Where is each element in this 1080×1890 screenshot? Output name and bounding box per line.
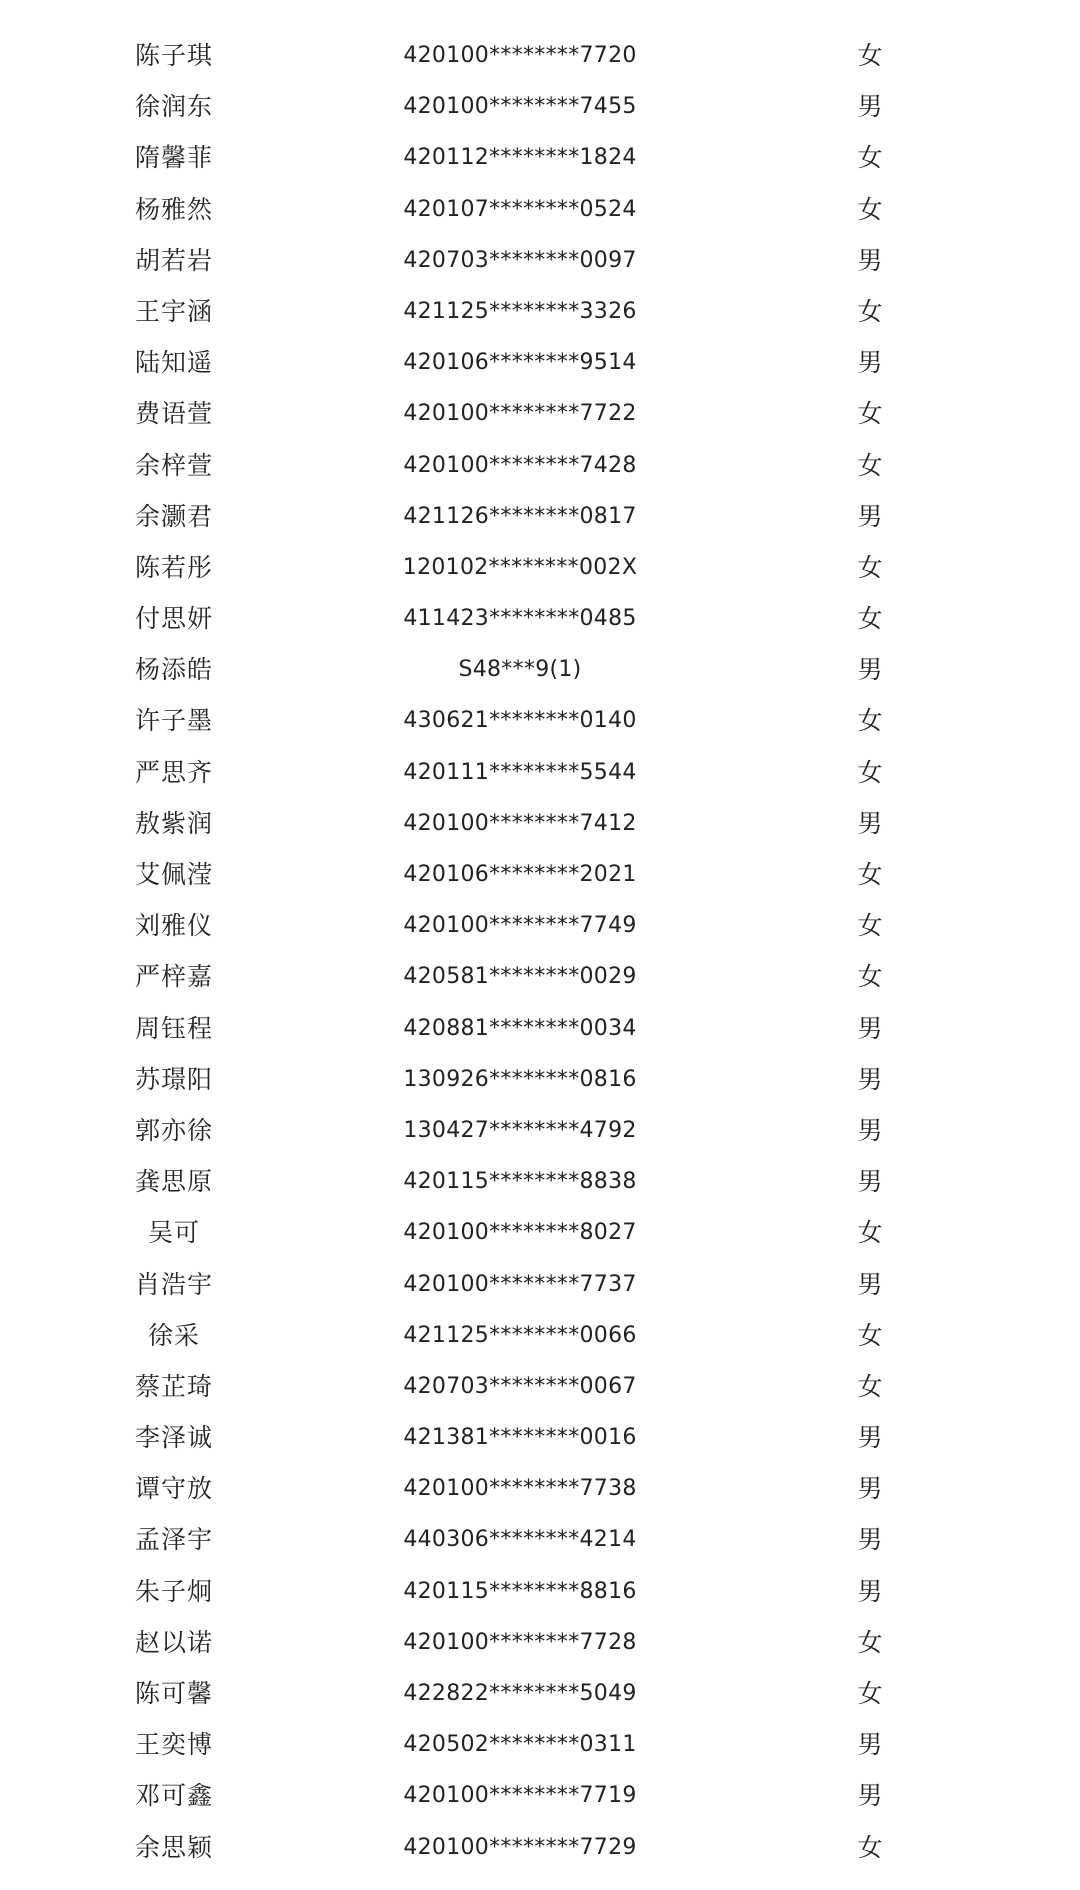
student-name: 郭亦徐: [134, 1115, 213, 1145]
roster-row: [0, 1054, 1080, 1105]
id-number: 420100********8027: [403, 1220, 637, 1246]
id-number: 420703********0097: [403, 247, 637, 273]
gender: 男: [857, 1064, 883, 1094]
id-number: 422822********5049: [403, 1681, 637, 1706]
id-number: 421126********0817: [403, 503, 637, 529]
gender: 男: [857, 1115, 883, 1145]
roster-row: [0, 1207, 1080, 1258]
student-name: 赵以诺: [134, 1627, 213, 1657]
roster-row: [0, 440, 1080, 491]
id-number: 420100********7738: [403, 1476, 637, 1502]
student-name: 陆知遥: [134, 348, 213, 378]
gender: 男: [857, 1423, 883, 1453]
id-number: 421125********3326: [403, 298, 637, 324]
gender: 男: [857, 1013, 883, 1043]
gender: 女: [857, 296, 883, 326]
student-name: 孟泽宇: [134, 1525, 213, 1555]
id-number: 420106********9514: [403, 350, 637, 376]
gender: 女: [857, 41, 883, 70]
id-number: 420100********7728: [403, 1629, 637, 1655]
student-name: 余灏君: [134, 501, 213, 531]
roster-row: [0, 1310, 1080, 1361]
roster-row: [0, 593, 1080, 644]
gender: 男: [857, 1730, 883, 1760]
gender: 男: [857, 655, 883, 685]
gender: 女: [857, 911, 883, 941]
roster-row: [0, 1463, 1080, 1514]
roster-row: [0, 1719, 1080, 1770]
id-number: 120102********002X: [402, 554, 638, 580]
student-name: 吴可: [147, 1218, 200, 1248]
gender: 女: [857, 757, 883, 787]
id-number: 420106********2021: [403, 862, 637, 887]
student-name: 胡若岩: [134, 245, 213, 275]
id-number: 420502********0311: [403, 1732, 637, 1758]
student-name: 费语萱: [134, 399, 213, 429]
id-number: 420100********7720: [403, 43, 637, 68]
id-number: 420100********7737: [403, 1271, 637, 1297]
student-name: 周钰程: [134, 1013, 213, 1043]
student-name: 蔡芷琦: [134, 1371, 213, 1401]
roster-row: [0, 132, 1080, 183]
gender: 女: [857, 1218, 883, 1248]
student-name: 艾佩滢: [134, 860, 213, 889]
student-name: 敖紫润: [134, 808, 213, 838]
roster-row: [0, 1822, 1080, 1873]
roster-row: [0, 1361, 1080, 1412]
roster-row: [0, 1617, 1080, 1668]
student-name: 徐润东: [134, 92, 213, 122]
student-name: 严梓嘉: [134, 962, 213, 992]
roster-row: [0, 30, 1080, 81]
student-name: 邓可鑫: [134, 1781, 213, 1811]
roster-row: [0, 849, 1080, 900]
gender: 男: [857, 1781, 883, 1811]
gender: 女: [857, 399, 883, 429]
roster-row: [0, 1514, 1080, 1565]
roster-row: [0, 81, 1080, 132]
roster-row: [0, 1770, 1080, 1821]
roster-row: [0, 1105, 1080, 1156]
gender: 女: [857, 1679, 883, 1708]
id-number: S48***9(1): [458, 657, 582, 683]
id-number: 420115********8816: [403, 1578, 637, 1604]
id-number: 130926********0816: [403, 1066, 637, 1092]
gender: 男: [857, 1576, 883, 1606]
gender: 男: [857, 1525, 883, 1555]
roster-row: [0, 695, 1080, 746]
gender: 女: [857, 552, 883, 582]
student-name: 徐采: [147, 1320, 200, 1350]
roster-row: [0, 1003, 1080, 1054]
student-name: 余梓萱: [134, 450, 213, 480]
roster-row: [0, 388, 1080, 439]
gender: 男: [857, 245, 883, 275]
roster-row: [0, 1259, 1080, 1310]
roster-row: [0, 184, 1080, 235]
student-name: 李泽诚: [134, 1423, 213, 1453]
id-number: 420100********7719: [403, 1783, 637, 1809]
gender: 男: [857, 501, 883, 531]
student-name: 谭守放: [134, 1474, 213, 1504]
id-number: 420703********0067: [403, 1373, 637, 1399]
id-number: 420107********0524: [403, 196, 637, 222]
student-name: 王奕博: [134, 1730, 213, 1760]
roster-row: [0, 747, 1080, 798]
roster-row: [0, 1412, 1080, 1463]
id-number: 430621********0140: [403, 708, 637, 734]
student-name: 杨添皓: [134, 655, 213, 685]
id-number: 420115********8838: [403, 1169, 637, 1195]
id-number: 420100********7455: [403, 94, 637, 120]
gender: 男: [857, 1474, 883, 1504]
roster-row: [0, 1566, 1080, 1617]
roster-row: [0, 900, 1080, 951]
id-number: 440306********4214: [403, 1527, 637, 1553]
roster-row: [0, 337, 1080, 388]
id-number: 420100********7722: [403, 401, 637, 427]
roster-row: [0, 491, 1080, 542]
id-number: 420100********7749: [403, 913, 637, 939]
roster-row: [0, 951, 1080, 1002]
student-name: 陈子琪: [134, 41, 213, 70]
student-name: 王宇涵: [134, 296, 213, 326]
gender: 女: [857, 1320, 883, 1350]
student-name: 付思妍: [134, 604, 213, 634]
student-name: 苏璟阳: [134, 1064, 213, 1094]
id-number: 420581********0029: [403, 964, 637, 990]
gender: 男: [857, 92, 883, 122]
id-number: 421381********0016: [403, 1425, 637, 1451]
id-number: 421125********0066: [403, 1322, 637, 1348]
gender: 男: [857, 1167, 883, 1197]
student-name: 许子墨: [134, 706, 213, 736]
gender: 女: [857, 143, 883, 173]
student-name: 肖浩宇: [134, 1269, 213, 1299]
gender: 女: [857, 1627, 883, 1657]
id-number: 420112********1824: [403, 145, 637, 171]
gender: 男: [857, 1269, 883, 1299]
roster-row: [0, 798, 1080, 849]
roster-list: [0, 30, 1080, 1873]
id-number: 420881********0034: [403, 1015, 637, 1041]
gender: 女: [857, 1832, 883, 1862]
student-name: 刘雅仪: [134, 911, 213, 941]
student-name: 陈可馨: [134, 1679, 213, 1708]
id-number: 411423********0485: [403, 606, 637, 632]
id-number: 130427********4792: [403, 1117, 637, 1143]
student-name: 余思颖: [134, 1832, 213, 1862]
roster-row: [0, 1156, 1080, 1207]
student-name: 朱子炯: [134, 1576, 213, 1606]
id-number: 420100********7729: [403, 1834, 637, 1860]
id-number: 420111********5544: [403, 759, 637, 785]
gender: 男: [857, 348, 883, 378]
id-number: 420100********7412: [403, 810, 637, 836]
roster-row: [0, 286, 1080, 337]
roster-row: [0, 235, 1080, 286]
gender: 女: [857, 706, 883, 736]
id-number: 420100********7428: [403, 452, 637, 478]
student-name: 龚思原: [134, 1167, 213, 1197]
roster-row: [0, 542, 1080, 593]
gender: 女: [857, 860, 883, 889]
student-name: 隋馨菲: [134, 143, 213, 173]
roster-row: [0, 1668, 1080, 1719]
gender: 女: [857, 194, 883, 224]
student-name: 陈若彤: [134, 552, 213, 582]
student-name: 严思齐: [134, 757, 213, 787]
student-name: 杨雅然: [134, 194, 213, 224]
gender: 女: [857, 450, 883, 480]
gender: 男: [857, 808, 883, 838]
gender: 女: [857, 962, 883, 992]
roster-row: [0, 644, 1080, 695]
gender: 女: [857, 1371, 883, 1401]
gender: 女: [857, 604, 883, 634]
